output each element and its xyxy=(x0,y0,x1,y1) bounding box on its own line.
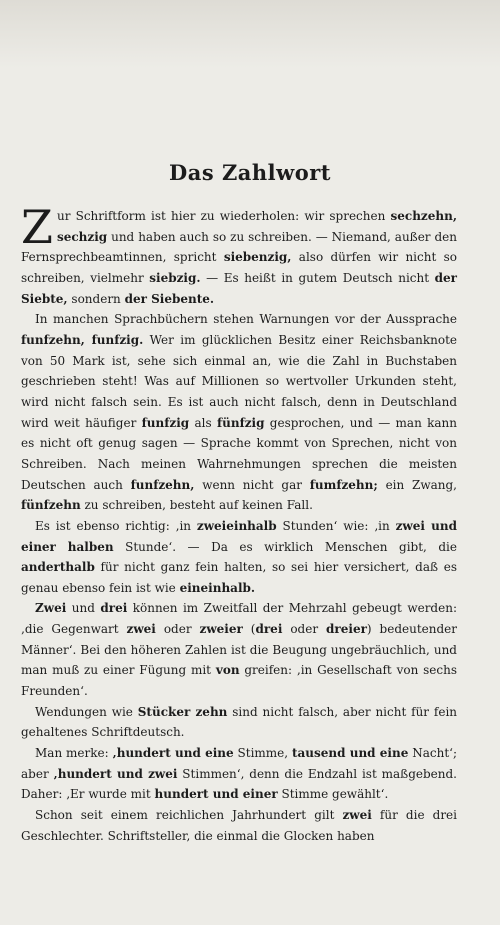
page-header-shadow xyxy=(0,0,500,68)
paragraph-4: Zwei und drei können im Zweitfall der Mehrzahl gebeugt werden: ‚die Gegenwart zwei oder zweier (drei oder dreier) bedeutender Männer‘. Bei den höheren Zahlen ist die Beugung ungebräuchlich, und man muß zu einer Fügung mit von greifen: ‚in Gesellschaft von sechs Freunden‘. xyxy=(21,601,458,699)
paragraph-7: Schon seit einem reichlichen Jahrhundert gilt zwei für die drei Geschlechter. Schriftsteller, die einmal die Glocken haben xyxy=(21,808,457,843)
paragraph-6: Man merke: ‚hundert und eine Stimme, tausend und eine Nacht‘; aber ‚hundert und zwei Stimmen‘, denn die Endzahl ist maßgebend. Daher: ‚Er wurde mit hundert und einer Stimme gewählt‘. xyxy=(21,746,458,802)
paragraph-5: Wendungen wie Stücker zehn sind nicht falsch, aber nicht für fein gehaltenes Schriftdeutsch. xyxy=(21,704,458,740)
paragraph-1: Zur Schriftform ist hier zu wiederholen: wir sprechen sechzehn, sechzig und haben auch so zu schreiben. — Niemand, außer den Fernsprechbeamtinnen, spricht siebenzig, also dürfen wir nicht so schreiben, vielmehr siebzig. — Es heißt in gutem Deutsch nicht der Siebte, sondern der Siebente. xyxy=(21,200,457,306)
paragraph-2: In manchen Sprachbüchern stehen Warnungen vor der Aussprache funfzehn, funfzig. Wer im glücklichen Besitz einer Reichsbanknote von 50 Mark ist, sehe sich einmal an, wie die Zahl in Buchstaben geschrieben steht! Was auf Millionen so wertvoller Urkunden steht, wird nicht falsch sein. Es ist auch nicht falsch, denn in Deutschland wird weit häufiger funfzig als fünfzig gesprochen, und — man kann es nicht oft genug sagen — Sprache kommt von Sprechen, nicht von Schreiben. Nach meinen Wahrnehmungen sprechen die meisten Deutschen auch funfzehn, wenn nicht gar fumfzehn; ein Zwang, fünfzehn zu schreiben, besteht auf keinen Fall. xyxy=(21,312,458,513)
body-text xyxy=(21,200,458,846)
chapter-title: Das Zahlwort xyxy=(169,160,331,185)
drop-cap: Z xyxy=(21,200,53,254)
paragraph-3: Es ist ebenso richtig: ‚in zweieinhalb Stunden‘ wie: ‚in zwei und einer halben Stunde‘. — Da es wirklich Menschen gibt, die anderthalb für nicht ganz fein halten, so sei hier versichert, daß es genau ebenso fein ist wie eineinhalb. xyxy=(21,518,458,595)
